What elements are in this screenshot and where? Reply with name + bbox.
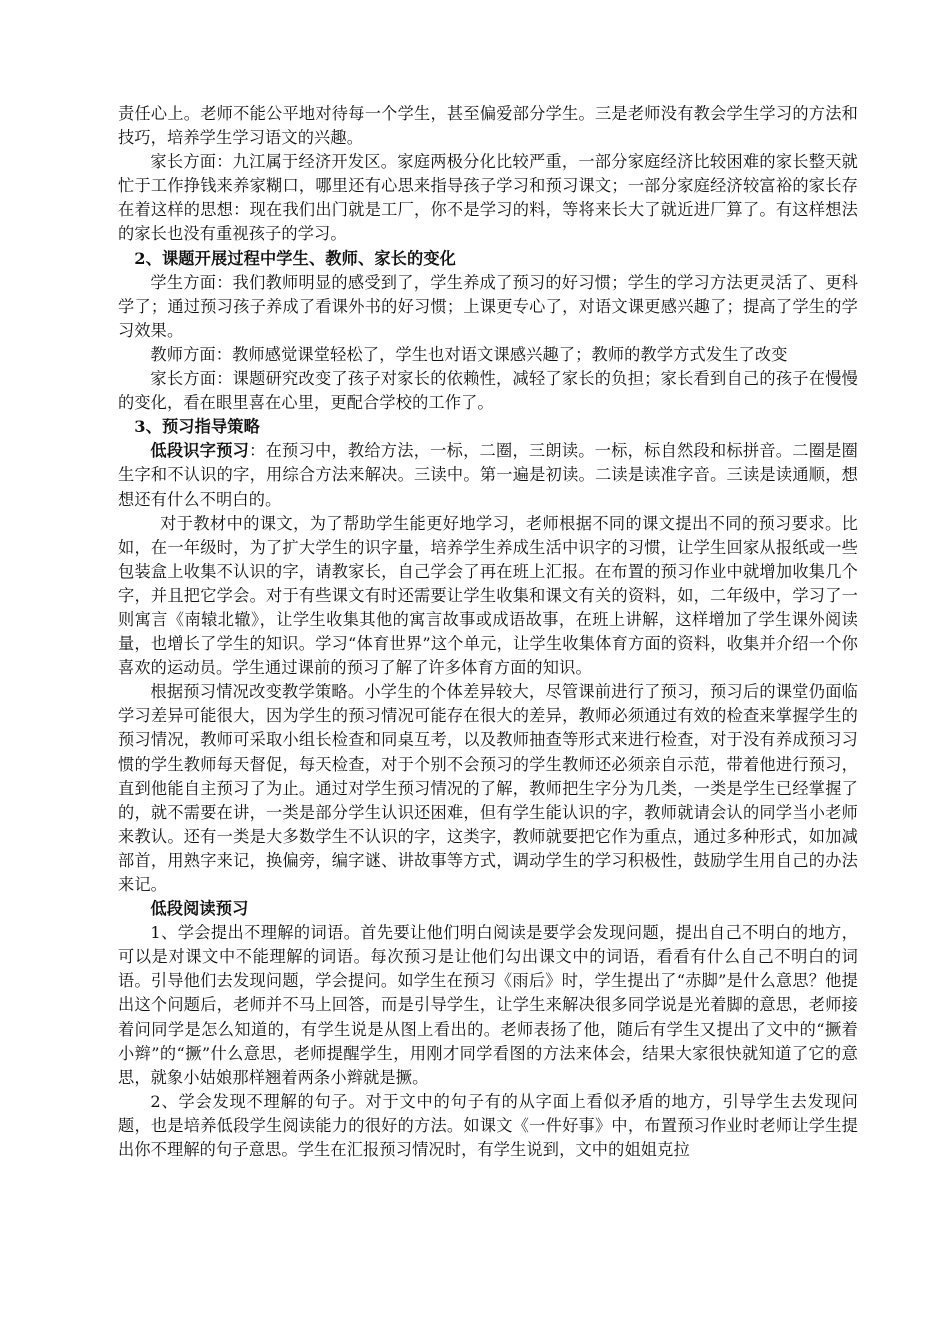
section-heading-strategy: 3、预习指导策略: [134, 417, 260, 437]
document-page: [118, 102, 858, 1162]
paragraph-students-change: 学生方面：我们教师明显的感受到了，学生养成了预习的好习惯；学生的学习方法更灵活了、更科学了；通过预习孩子养成了看课外书的好习惯；上课更专心了，对语文课更感兴趣了；提高了学生的学习效果。: [118, 272, 858, 340]
paragraph-teaching-strategy: 根据预习情况改变教学策略。小学生的个体差异较大，尽管课前进行了预习，预习后的课堂仍面临学习差异可能很大，因为学生的预习情况可能存在很大的差异，教师必须通过有效的检查来掌握学生的预习情况，教师可采取小组长检查和同桌互考，以及教师抽查等形式来进行检查，对于没有养成预习习惯的学生教师每天督促，每天检查，对于个别不会预习的学生教师还必须亲自示范，带着他进行预习，直到他能自主预习了为止。通过对学生预习情况的了解，教师把生字分为几类，一类是学生已经掌握了的，就不需要在讲，一类是部分学生认识还困难，但有学生能认识的字，教师就请会认的同学当小老师来教认。还有一类是大多数学生不认识的字，这类字，教师就要把它作为重点，通过多种形式，如加减部首，用熟字来记，换偏旁，编字谜、讲故事等方式，调动学生的学习积极性，鼓励学生用自己的办法来记。: [118, 682, 858, 894]
section-heading-changes: 2、课题开展过程中学生、教师、家长的变化: [134, 248, 457, 268]
paragraph-literacy-preview: [118, 439, 858, 511]
paragraph-unclear-words: 1、学会提出不理解的词语。首先要让他们明白阅读是要学会发现问题，提出自己不明白的地方，可以是对课文中不能理解的词语。每次预习是让他们勾出课文中的词语，看看有什么自己不明白的词语。引导他们去发现问题，学会提问。如学生在预习《雨后》时，学生提出了“赤脚”是什么意思？他提出这个问题后，老师并不马上回答，而是引导学生，让学生来解决很多同学说是光着脚的意思，老师接着问同学是怎么知道的，有学生说是从图上看出的。老师表扬了他，随后有学生又提出了文中的“撅着小辫”的“撅”什么意思，老师提醒学生，用刚才同学看图的方法来体会，结果大家很快就知道了它的意思，就象小姑娘那样翘着两条小辫就是撅。: [118, 923, 858, 1087]
paragraph-textbook-requirements: 对于教材中的课文，为了帮助学生能更好地学习，老师根据不同的课文提出不同的预习要求。比如，在一年级时，为了扩大学生的识字量，培养学生养成生活中识字的习惯，让学生回家从报纸或一些包装盒上收集不认识的字，请教家长，自己学会了再在班上汇报。在布置的预习作业中就增加收集几个字，并且把它学会。对于有些课文有时还需要让学生收集和课文有关的资料，如，二年级中，学习了一则寓言《南辕北辙》，让学生收集其他的寓言故事或成语故事，在班上讲解，这样增加了学生课外阅读量，也增长了学生的知识。学习“体育世界”这个单元，让学生收集体育方面的资料，收集并介绍一个你喜欢的运动员。学生通过课前的预习了解了许多体育方面的知识。: [118, 513, 858, 678]
literacy-preview-body: ：在预习中，教给方法，一标，二圈，三朗读。一标，标自然段和标拼音。二圈是圈生字和不认识的字，用综合方法来解决。三读中。第一遍是初读。二读是读准字音。三读是读通顺，想想还有什么不明白的。: [118, 441, 858, 509]
literacy-preview-lead: 低段识字预习: [150, 441, 250, 461]
paragraph-unclear-sentences: 2、学会发现不理解的句子。对于文中的句子有的从字面上看似矛盾的地方，引导学生去发现问题，也是培养低段学生阅读能力的很好的方法。如课文《一件好事》中，布置预习作业时老师让学生提出你不理解的句子意思。学生在汇报预习情况时，有学生说到，文中的姐姐克拉: [118, 1091, 858, 1160]
section-heading-reading-preview: 低段阅读预习: [150, 899, 249, 919]
paragraph-parents-change: 家长方面：课题研究改变了孩子对家长的依赖性，减轻了家长的负担；家长看到自己的孩子在慢慢的变化，看在眼里喜在心里，更配合学校的工作了。: [118, 369, 858, 413]
paragraph-parents-aspect: 家长方面：九江属于经济开发区。家庭两极分化比较严重，一部分家庭经济比较困难的家长整天就忙于工作挣钱来养家糊口，哪里还有心思来指导孩子学习和预习课文；一部分家庭经济较富裕的家长存在着这样的思想：现在我们出门就是工厂，你不是学习的料，等将来长大了就近进厂算了。有这样想法的家长也没有重视孩子的学习。: [118, 152, 858, 244]
paragraph-responsibility: 责任心上。老师不能公平地对待每一个学生，甚至偏爱部分学生。三是老师没有教会学生学习的方法和技巧，培养学生学习语文的兴趣。: [118, 104, 858, 148]
paragraph-teachers-change: 教师方面：教师感觉课堂轻松了，学生也对语文课感兴趣了；教师的教学方式发生了改变: [150, 344, 788, 364]
